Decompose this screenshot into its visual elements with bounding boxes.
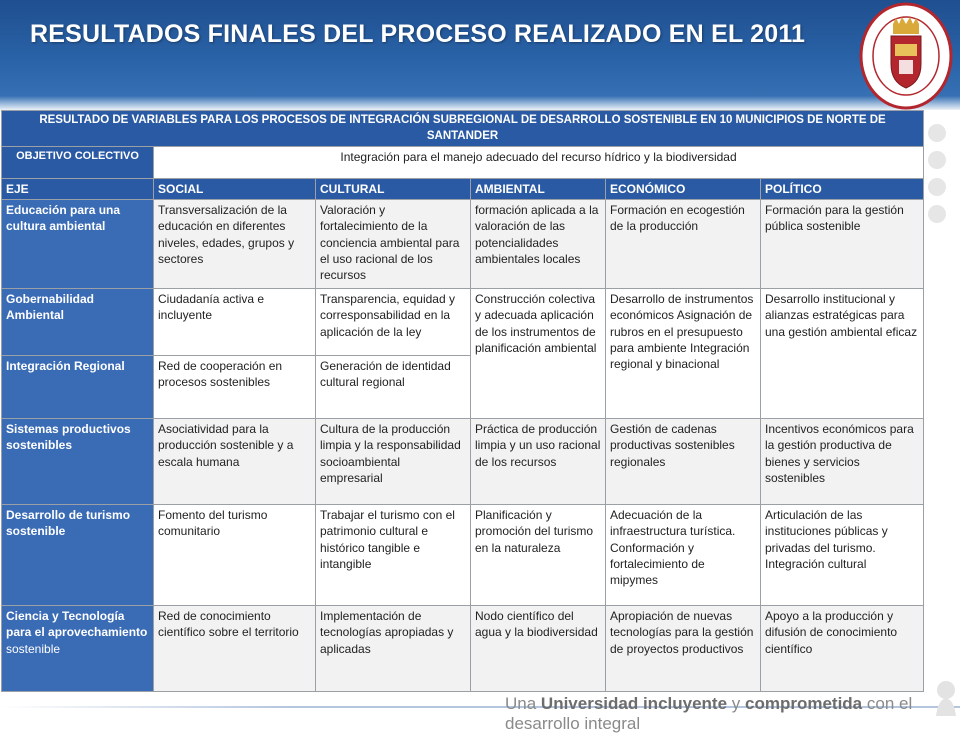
table-row xyxy=(2,289,924,356)
footer-slogan xyxy=(505,694,960,734)
cell-cultural: Generación de identidad cultural regional xyxy=(316,356,471,419)
cell-economico: Apropiación de nuevas tecnologías para la gestión de proyectos productivos xyxy=(606,606,761,692)
cell-social: Asociatividad para la producción sostenible y a escala humana xyxy=(154,419,316,505)
cell-cultural: Valoración y fortalecimiento de la conciencia ambiental para el uso racional de los recursos xyxy=(316,200,471,289)
axis-label: Educación para una cultura ambiental xyxy=(2,200,154,289)
header-banner xyxy=(0,0,960,110)
cell-ambiental: formación aplicada a la valoración de las potencialidades ambientales locales xyxy=(471,200,606,289)
cell-economico: Adecuación de la infraestructura turística. Conformación y fortalecimiento de mipymes xyxy=(606,505,761,606)
column-header: POLÍTICO xyxy=(761,179,924,200)
table-caption: RESULTADO DE VARIABLES PARA LOS PROCESOS DE INTEGRACIÓN SUBREGIONAL DE DESARROLLO SOSTENIBLE EN 10 MUNICIPIOS DE NORTE DE SANTANDER xyxy=(2,111,924,147)
cell-politico: Apoyo a la producción y difusión de conocimiento científico xyxy=(761,606,924,692)
footer-bold-1: Universidad incluyente xyxy=(540,694,728,713)
axis-label: Gobernabilidad Ambiental xyxy=(2,289,154,356)
cell-social: Transversalización de la educación en diferentes niveles, edades, grupos y sectores xyxy=(154,200,316,289)
cell-social: Red de cooperación en procesos sostenibles xyxy=(154,356,316,419)
axis-label: Desarrollo de turismo sostenible xyxy=(2,505,154,606)
cell-cultural: Implementación de tecnologías apropiadas y aplicadas xyxy=(316,606,471,692)
objective-value: Integración para el manejo adecuado del recurso hídrico y la biodiversidad xyxy=(154,147,924,179)
results-table xyxy=(1,110,924,692)
footer-prefix: Una xyxy=(505,694,541,713)
cell-ambiental: Planificación y promoción del turismo en la naturaleza xyxy=(471,505,606,606)
cell-cultural: Trabajar el turismo con el patrimonio cultural e histórico tangible e intangible xyxy=(316,505,471,606)
column-header: AMBIENTAL xyxy=(471,179,606,200)
footer-suffix: con el desarrollo integral xyxy=(505,694,913,733)
page-title: RESULTADOS FINALES DEL PROCESO REALIZADO EN EL 2011 xyxy=(30,20,806,48)
axis-label-text: Ciencia y Tecnología para el aprovechamiento xyxy=(6,609,148,640)
table-row xyxy=(2,606,924,692)
column-header: CULTURAL xyxy=(316,179,471,200)
cell-politico: Desarrollo institucional y alianzas estratégicas para una gestión ambiental eficaz xyxy=(761,289,924,419)
cell-cultural: Cultura de la producción limpia y la responsabilidad socioambiental empresarial xyxy=(316,419,471,505)
objective-label: OBJETIVO COLECTIVO xyxy=(2,147,154,179)
cell-economico: Desarrollo de instrumentos económicos Asignación de rubros en el presupuesto para ambiente Integración regional y binacional xyxy=(606,289,761,419)
cell-economico: Formación en ecogestión de la producción xyxy=(606,200,761,289)
footer-decoration xyxy=(928,676,958,716)
cell-ambiental: Práctica de producción limpia y un uso racional de los recursos xyxy=(471,419,606,505)
footer-bold-2: comprometida xyxy=(745,694,863,713)
cell-ambiental: Construcción colectiva y adecuada aplicación de los instrumentos de planificación ambiental xyxy=(471,289,606,419)
axis-label-suffix: sostenible xyxy=(6,641,61,656)
cell-social: Fomento del turismo comunitario xyxy=(154,505,316,606)
cell-social: Ciudadanía activa e incluyente xyxy=(154,289,316,356)
university-seal-logo xyxy=(858,2,954,110)
cell-economico: Gestión de cadenas productivas sostenibles regionales xyxy=(606,419,761,505)
column-header: ECONÓMICO xyxy=(606,179,761,200)
axis-label: Integración Regional xyxy=(2,356,154,419)
cell-cultural: Transparencia, equidad y corresponsabilidad en la aplicación de la ley xyxy=(316,289,471,356)
axis-label xyxy=(2,606,154,692)
footer-mid: y xyxy=(727,694,745,713)
cell-politico: Incentivos económicos para la gestión productiva de bienes y servicios sostenibles xyxy=(761,419,924,505)
table-row xyxy=(2,505,924,606)
cell-social: Red de conocimiento científico sobre el territorio xyxy=(154,606,316,692)
axis-label: Sistemas productivos sostenibles xyxy=(2,419,154,505)
cell-ambiental: Nodo científico del agua y la biodiversidad xyxy=(471,606,606,692)
table-row xyxy=(2,419,924,505)
column-header: SOCIAL xyxy=(154,179,316,200)
column-header: EJE xyxy=(2,179,154,200)
cell-politico: Articulación de las instituciones públicas y privadas del turismo. Integración cultural xyxy=(761,505,924,606)
cell-politico: Formación para la gestión pública sostenible xyxy=(761,200,924,289)
decorative-dots xyxy=(928,124,952,232)
table-row xyxy=(2,200,924,289)
